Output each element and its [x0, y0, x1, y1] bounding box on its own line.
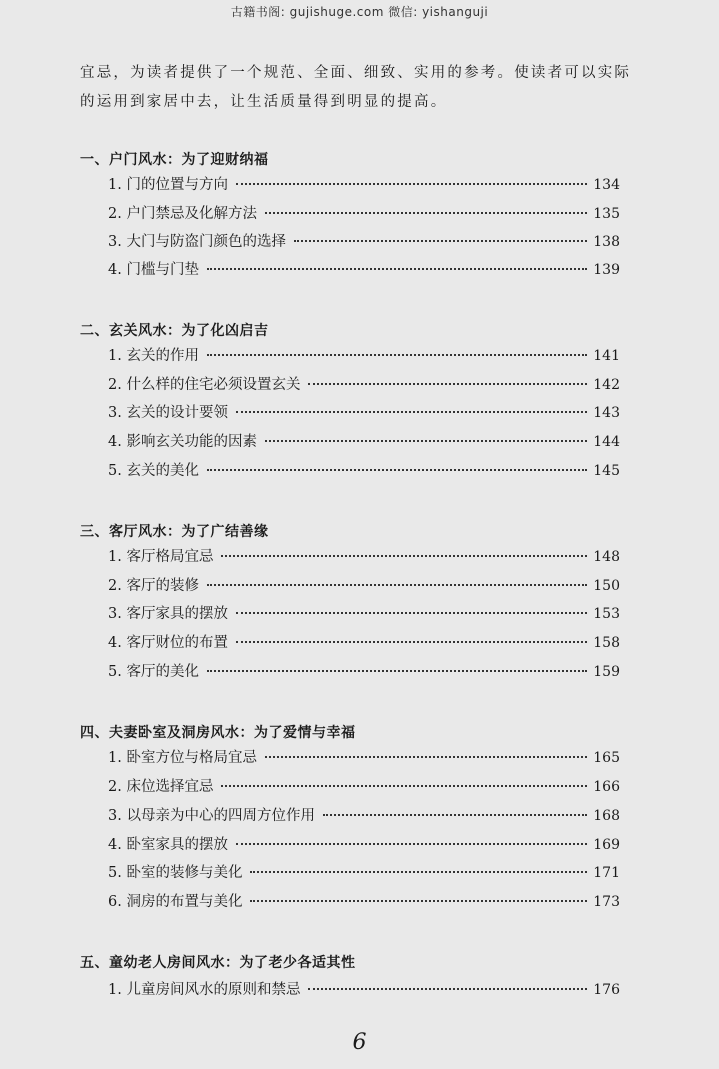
- intro-line-2: 的运用到家居中去，让生活质量得到明显的提高。: [80, 94, 448, 110]
- toc-entry-page: 165: [593, 750, 620, 766]
- toc-entry-label: 6. 洞房的布置与美化: [108, 894, 243, 910]
- page-number: 6: [352, 1030, 367, 1055]
- toc-entry-label: 3. 以母亲为中心的四周方位作用: [108, 808, 315, 824]
- toc-entry[interactable]: [108, 861, 620, 883]
- toc-entry[interactable]: [108, 746, 620, 768]
- toc-entry-label: 1. 门的位置与方向: [108, 177, 228, 193]
- toc-entry[interactable]: [108, 775, 620, 797]
- toc-entry-page: 176: [593, 982, 620, 998]
- toc-entry-page: 144: [593, 434, 620, 450]
- dot-leader: [308, 383, 587, 385]
- dot-leader: [236, 612, 587, 614]
- section-title-2: 二、玄关风水：为了化凶启吉: [80, 323, 269, 339]
- dot-leader: [265, 212, 587, 214]
- toc-entry[interactable]: [108, 202, 620, 224]
- section-title-5: 五、童幼老人房间风水：为了老少各适其性: [80, 955, 356, 971]
- dot-leader: [221, 555, 587, 557]
- toc-entry-page: 143: [593, 405, 620, 421]
- dot-leader: [294, 240, 587, 242]
- toc-entry-label: 4. 门槛与门垫: [108, 262, 199, 278]
- toc-entry-page: 138: [593, 234, 620, 250]
- dot-leader: [250, 900, 587, 902]
- toc-entry-page: 148: [593, 549, 620, 565]
- toc-entry-page: 142: [593, 377, 620, 393]
- toc-entry-label: 2. 户门禁忌及化解方法: [108, 206, 257, 222]
- toc-entry-page: 145: [593, 463, 620, 479]
- toc-entry[interactable]: [108, 258, 620, 280]
- dot-leader: [207, 584, 587, 586]
- dot-leader: [323, 814, 587, 816]
- section-title-3: 三、客厅风水：为了广结善缘: [80, 524, 269, 540]
- toc-entry[interactable]: [108, 631, 620, 653]
- toc-entry-label: 2. 什么样的住宅必须设置玄关: [108, 377, 301, 393]
- toc-entry[interactable]: [108, 660, 620, 682]
- dot-leader: [207, 469, 587, 471]
- dot-leader: [236, 183, 587, 185]
- toc-entry-label: 1. 客厅格局宜忌: [108, 549, 214, 565]
- toc-entry-label: 4. 卧室家具的摆放: [108, 837, 228, 853]
- dot-leader: [207, 268, 587, 270]
- dot-leader: [236, 411, 587, 413]
- toc-entry-page: 158: [593, 635, 620, 651]
- toc-entry[interactable]: [108, 602, 620, 624]
- toc-entry-page: 171: [593, 865, 620, 881]
- toc-entry-page: 141: [593, 348, 620, 364]
- dot-leader: [265, 756, 587, 758]
- toc-entry[interactable]: [108, 890, 620, 912]
- toc-entry[interactable]: [108, 804, 620, 826]
- dot-leader: [265, 440, 587, 442]
- dot-leader: [308, 988, 587, 990]
- toc-entry-label: 3. 玄关的设计要领: [108, 405, 228, 421]
- toc-entry-page: 150: [593, 578, 620, 594]
- dot-leader: [236, 641, 587, 643]
- toc-entry-label: 1. 儿童房间风水的原则和禁忌: [108, 982, 301, 998]
- dot-leader: [207, 670, 587, 672]
- toc-entry[interactable]: [108, 430, 620, 452]
- dot-leader: [221, 785, 587, 787]
- toc-entry[interactable]: [108, 344, 620, 366]
- toc-entry[interactable]: [108, 373, 620, 395]
- toc-entry-page: 135: [593, 206, 620, 222]
- toc-entry[interactable]: [108, 833, 620, 855]
- toc-entry-label: 1. 玄关的作用: [108, 348, 199, 364]
- toc-entry-page: 134: [593, 177, 620, 193]
- toc-entry-page: 173: [593, 894, 620, 910]
- toc-entry[interactable]: [108, 173, 620, 195]
- toc-entry-label: 1. 卧室方位与格局宜忌: [108, 750, 257, 766]
- toc-entry-label: 5. 客厅的美化: [108, 664, 199, 680]
- toc-entry-label: 3. 大门与防盗门颜色的选择: [108, 234, 286, 250]
- toc-entry-label: 5. 玄关的美化: [108, 463, 199, 479]
- toc-entry-page: 139: [593, 262, 620, 278]
- toc-entry-page: 159: [593, 664, 620, 680]
- toc-entry[interactable]: [108, 401, 620, 423]
- section-title-4: 四、夫妻卧室及洞房风水：为了爱情与幸福: [80, 725, 356, 741]
- toc-entry-page: 166: [593, 779, 620, 795]
- toc-entry[interactable]: [108, 459, 620, 481]
- toc-entry[interactable]: [108, 545, 620, 567]
- dot-leader: [236, 843, 587, 845]
- toc-entry-label: 4. 客厅财位的布置: [108, 635, 228, 651]
- toc-entry[interactable]: [108, 574, 620, 596]
- toc-entry[interactable]: [108, 978, 620, 1000]
- dot-leader: [250, 871, 587, 873]
- dot-leader: [207, 354, 587, 356]
- toc-entry-label: 2. 客厅的装修: [108, 578, 199, 594]
- toc-entry-label: 4. 影响玄关功能的因素: [108, 434, 257, 450]
- section-title-1: 一、户门风水：为了迎财纳福: [80, 152, 269, 168]
- watermark-text: 古籍书阁: gujishuge.com 微信: yishanguji: [230, 5, 489, 19]
- toc-entry-label: 5. 卧室的装修与美化: [108, 865, 243, 881]
- toc-entry[interactable]: [108, 230, 620, 252]
- intro-line-1: 宜忌，为读者提供了一个规范、全面、细致、实用的参考。使读者可以实际: [80, 65, 632, 81]
- toc-entry-page: 168: [593, 808, 620, 824]
- toc-entry-label: 3. 客厅家具的摆放: [108, 606, 228, 622]
- toc-entry-label: 2. 床位选择宜忌: [108, 779, 214, 795]
- toc-entry-page: 153: [593, 606, 620, 622]
- toc-entry-page: 169: [593, 837, 620, 853]
